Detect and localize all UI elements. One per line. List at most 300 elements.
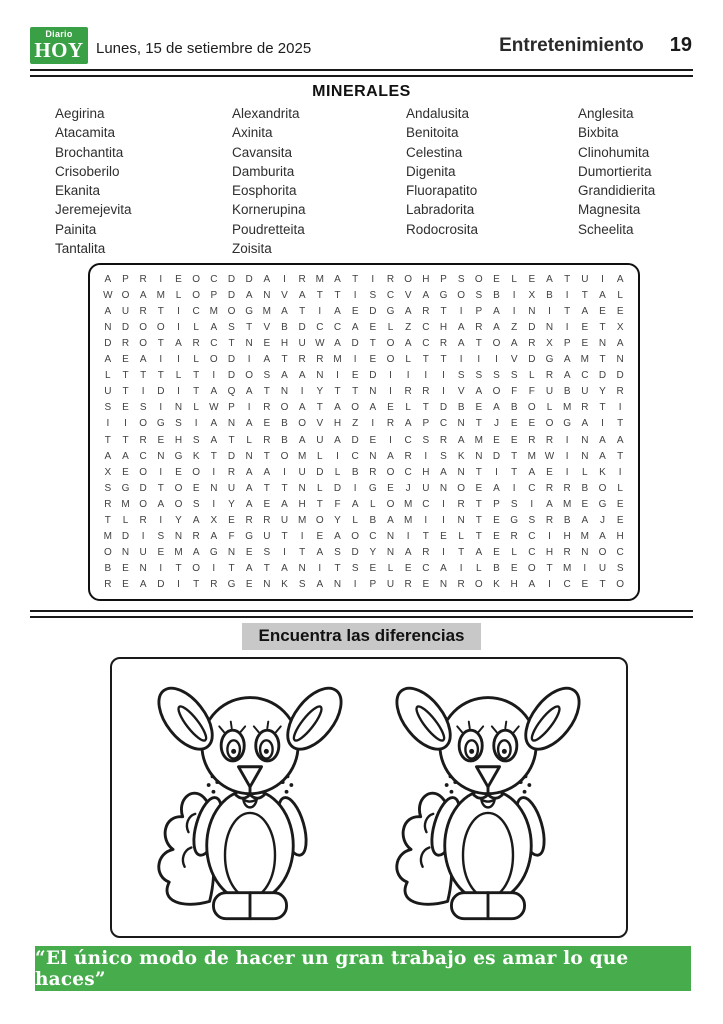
- grid-letter: R: [263, 434, 271, 446]
- grid-letter: E: [581, 498, 589, 510]
- grid-letter: I: [565, 289, 569, 301]
- grid-letter: A: [599, 450, 606, 462]
- grid-letter: A: [546, 498, 553, 510]
- quote-text: “El único modo de hacer un gran trabajo es amar lo que haces”: [35, 947, 629, 990]
- grid-letter: R: [139, 434, 147, 446]
- grid-letter: L: [511, 273, 517, 285]
- grid-letter: T: [369, 337, 376, 349]
- grid-letter: A: [528, 579, 536, 591]
- grid-letter: R: [298, 273, 306, 285]
- grid-letter: R: [139, 515, 147, 527]
- grid-letter: M: [527, 450, 536, 462]
- mineral-word-list: [55, 104, 655, 258]
- grid-letter: I: [389, 386, 392, 398]
- grid-letter: O: [474, 273, 483, 285]
- grid-letter: R: [139, 305, 147, 317]
- grid-letter: E: [404, 563, 412, 575]
- grid-letter: G: [386, 305, 395, 317]
- grid-letter: N: [333, 579, 342, 591]
- grid-letter: E: [493, 434, 500, 446]
- mineral-word: Grandidierita: [578, 183, 656, 199]
- grid-letter: P: [493, 498, 500, 510]
- grid-letter: T: [422, 402, 429, 414]
- logo-hoy-label: HOY: [34, 38, 84, 62]
- grid-letter: A: [422, 289, 430, 301]
- grid-letter: M: [580, 531, 589, 543]
- grid-letter: N: [263, 579, 271, 591]
- grid-letter: I: [283, 547, 286, 559]
- grid-letter: C: [528, 482, 536, 494]
- grid-letter: U: [581, 273, 589, 285]
- grid-letter: E: [528, 418, 536, 430]
- grid-letter: H: [616, 531, 624, 543]
- grid-letter: D: [157, 386, 165, 398]
- grid-letter: L: [529, 370, 535, 382]
- grid-letter: I: [159, 466, 163, 478]
- grid-letter: A: [616, 273, 624, 285]
- grid-letter: O: [139, 418, 148, 430]
- grid-letter: R: [545, 515, 554, 527]
- grid-letter: R: [581, 402, 589, 414]
- grid-letter: I: [442, 498, 445, 510]
- mineral-word: Dumortierita: [578, 163, 652, 179]
- word-column: [406, 104, 578, 258]
- grid-letter: I: [583, 563, 587, 575]
- grid-letter: D: [351, 337, 359, 349]
- grid-letter: E: [528, 273, 536, 285]
- grid-letter: C: [333, 321, 342, 333]
- grid-letter: E: [245, 547, 253, 559]
- grid-letter: L: [617, 482, 623, 494]
- grid-letter: V: [457, 386, 465, 398]
- grid-letter: M: [121, 498, 130, 510]
- grid-letter: F: [511, 386, 518, 398]
- grid-letter: E: [122, 402, 129, 414]
- grid-letter: E: [493, 531, 500, 543]
- grid-letter: M: [297, 450, 307, 462]
- grid-letter: N: [386, 547, 395, 559]
- header-right: [499, 34, 692, 57]
- grid-letter: A: [210, 418, 218, 430]
- grid-letter: E: [493, 547, 500, 559]
- grid-letter: I: [159, 563, 163, 575]
- grid-letter: T: [334, 386, 341, 398]
- grid-letter: M: [403, 515, 413, 527]
- grid-letter: D: [298, 321, 306, 333]
- grid-letter: A: [104, 450, 112, 462]
- grid-letter: I: [442, 515, 445, 527]
- grid-letter: U: [263, 531, 271, 543]
- grid-letter: A: [493, 482, 500, 494]
- grid-letter: A: [563, 354, 571, 366]
- mineral-word: Tantalita: [55, 241, 106, 257]
- grid-letter: Y: [599, 386, 606, 398]
- grid-letter: T: [617, 450, 624, 462]
- grid-letter: I: [424, 515, 428, 527]
- grid-letter: P: [122, 273, 129, 285]
- grid-letter: M: [174, 547, 183, 559]
- grid-letter: A: [245, 418, 253, 430]
- grid-letter: A: [334, 305, 341, 317]
- grid-letter: E: [475, 402, 483, 414]
- grid-letter: R: [439, 337, 448, 349]
- grid-letter: P: [563, 337, 571, 349]
- grid-letter: I: [177, 305, 180, 317]
- grid-letter: R: [422, 305, 430, 317]
- grid-letter: I: [618, 466, 622, 478]
- grid-letter: R: [263, 402, 271, 414]
- grid-letter: T: [511, 450, 518, 462]
- grid-letter: G: [209, 547, 218, 559]
- grid-letter: R: [104, 579, 112, 591]
- grid-letter: M: [297, 515, 307, 527]
- grid-letter: I: [212, 370, 216, 382]
- grid-letter: O: [139, 337, 148, 349]
- grid-letter: L: [405, 402, 411, 414]
- grid-letter: I: [159, 273, 163, 285]
- grid-letter: C: [404, 434, 412, 446]
- grid-letter: I: [548, 531, 551, 543]
- grid-letter: T: [599, 354, 606, 366]
- grid-letter: A: [457, 434, 465, 446]
- grid-letter: B: [104, 563, 112, 575]
- grid-letter: X: [528, 289, 536, 301]
- puppy-illustration-left: [150, 670, 350, 926]
- grid-letter: R: [545, 434, 554, 446]
- grid-letter: L: [193, 321, 199, 333]
- grid-letter: I: [548, 579, 551, 591]
- grid-letter: T: [193, 579, 200, 591]
- grid-letter: I: [159, 515, 163, 527]
- grid-letter: O: [280, 402, 289, 414]
- grid-letter: N: [157, 450, 165, 462]
- grid-letter: I: [495, 466, 498, 478]
- grid-letter: M: [403, 498, 413, 510]
- grid-letter: N: [280, 386, 289, 398]
- grid-letter: S: [157, 531, 165, 543]
- grid-letter: I: [124, 418, 127, 430]
- grid-letter: P: [369, 579, 377, 591]
- grid-letter: S: [528, 515, 536, 527]
- grid-letter: U: [121, 305, 130, 317]
- grid-letter: N: [227, 418, 236, 430]
- grid-letter: O: [527, 402, 536, 414]
- grid-letter: P: [422, 418, 430, 430]
- grid-letter: E: [263, 498, 271, 510]
- grid-letter: I: [159, 402, 163, 414]
- grid-letter: H: [545, 547, 554, 559]
- grid-letter: I: [530, 498, 534, 510]
- grid-letter: L: [458, 531, 464, 543]
- grid-letter: H: [280, 337, 289, 349]
- grid-letter: N: [298, 563, 306, 575]
- grid-letter: A: [599, 289, 606, 301]
- header-rule-bottom: [30, 75, 693, 77]
- grid-letter: T: [263, 386, 270, 398]
- grid-letter: N: [581, 450, 589, 462]
- grid-letter: I: [565, 321, 569, 333]
- grid-letter: T: [122, 370, 129, 382]
- grid-letter: D: [369, 370, 377, 382]
- grid-letter: S: [457, 273, 465, 285]
- grid-letter: R: [227, 466, 236, 478]
- grid-letter: P: [475, 305, 483, 317]
- grid-letter: R: [457, 579, 465, 591]
- grid-letter: E: [351, 305, 359, 317]
- grid-letter: I: [318, 305, 322, 317]
- grid-letter: S: [616, 563, 624, 575]
- grid-letter: S: [369, 289, 377, 301]
- grid-letter: R: [422, 547, 430, 559]
- grid-letter: D: [616, 370, 624, 382]
- grid-letter: A: [192, 547, 200, 559]
- grid-letter: O: [174, 498, 183, 510]
- grid-letter: B: [510, 402, 518, 414]
- grid-letter: O: [527, 563, 536, 575]
- grid-letter: E: [616, 515, 624, 527]
- grid-letter: S: [440, 450, 447, 462]
- grid-letter: T: [299, 305, 306, 317]
- header-rule-top: [30, 69, 693, 71]
- grid-letter: N: [210, 482, 218, 494]
- grid-letter: B: [581, 482, 589, 494]
- grid-letter: D: [351, 434, 359, 446]
- grid-letter: T: [104, 434, 111, 446]
- grid-letter: T: [422, 531, 429, 543]
- grid-letter: D: [157, 579, 165, 591]
- grid-letter: O: [139, 498, 148, 510]
- mineral-word: Zoisita: [232, 241, 272, 257]
- grid-letter: L: [370, 498, 376, 510]
- grid-letter: O: [545, 418, 554, 430]
- grid-letter: L: [387, 563, 394, 575]
- grid-letter: O: [404, 273, 413, 285]
- grid-letter: C: [210, 273, 218, 285]
- grid-letter: T: [157, 337, 164, 349]
- grid-letter: X: [546, 337, 553, 349]
- grid-letter: I: [177, 579, 180, 591]
- grid-letter: A: [351, 321, 359, 333]
- grid-letter: N: [457, 466, 465, 478]
- grid-letter: O: [103, 547, 112, 559]
- grid-letter: U: [139, 547, 147, 559]
- grid-letter: T: [475, 337, 482, 349]
- mineral-word: Jeremejevita: [55, 202, 132, 218]
- grid-letter: E: [122, 579, 129, 591]
- grid-letter: C: [369, 531, 377, 543]
- grid-letter: G: [245, 305, 254, 317]
- grid-letter: T: [263, 482, 270, 494]
- grid-letter: O: [598, 547, 607, 559]
- grid-letter: A: [210, 531, 218, 543]
- grid-letter: L: [193, 354, 199, 366]
- grid-letter: E: [546, 466, 553, 478]
- word-column: [55, 104, 232, 258]
- grid-letter: A: [263, 466, 271, 478]
- grid-letter: E: [245, 579, 253, 591]
- grid-letter: A: [457, 321, 465, 333]
- grid-letter: R: [404, 450, 412, 462]
- grid-letter: D: [121, 321, 130, 333]
- grid-letter: N: [545, 321, 554, 333]
- grid-letter: T: [599, 321, 606, 333]
- grid-letter: N: [598, 337, 607, 349]
- grid-letter: I: [141, 386, 145, 398]
- grid-letter: I: [442, 386, 445, 398]
- grid-letter: J: [493, 418, 499, 430]
- grid-letter: E: [387, 482, 394, 494]
- grid-letter: W: [544, 450, 555, 462]
- grid-letter: D: [227, 273, 236, 285]
- grid-letter: A: [475, 547, 483, 559]
- grid-letter: R: [475, 321, 483, 333]
- grid-letter: T: [263, 450, 270, 462]
- grid-letter: C: [422, 563, 430, 575]
- grid-letter: I: [212, 498, 216, 510]
- grid-letter: R: [545, 482, 554, 494]
- grid-letter: I: [247, 354, 251, 366]
- grid-letter: E: [616, 498, 624, 510]
- grid-letter: H: [422, 273, 430, 285]
- grid-letter: E: [510, 434, 518, 446]
- grid-letter: I: [459, 305, 463, 317]
- grid-letter: G: [227, 579, 236, 591]
- grid-letter: I: [406, 370, 410, 382]
- grid-letter: T: [599, 402, 606, 414]
- grid-letter: D: [316, 466, 324, 478]
- grid-letter: A: [546, 273, 553, 285]
- grid-letter: S: [192, 498, 200, 510]
- grid-letter: T: [246, 321, 253, 333]
- grid-letter: O: [227, 305, 236, 317]
- grid-letter: E: [122, 563, 129, 575]
- grid-letter: S: [475, 289, 483, 301]
- grid-letter: I: [512, 305, 516, 317]
- grid-letter: A: [404, 305, 412, 317]
- section-rule-bottom: [30, 616, 693, 618]
- grid-letter: L: [122, 515, 129, 527]
- grid-letter: T: [281, 482, 288, 494]
- mineral-word: Painita: [55, 221, 97, 237]
- grid-letter: A: [404, 337, 412, 349]
- grid-letter: T: [193, 370, 200, 382]
- mineral-word: Anglesita: [578, 106, 634, 121]
- grid-letter: A: [581, 418, 589, 430]
- mineral-word: Rodocrosita: [406, 221, 479, 237]
- grid-letter: H: [510, 579, 518, 591]
- grid-letter: C: [422, 321, 430, 333]
- grid-letter: Y: [228, 498, 235, 510]
- grid-letter: C: [528, 547, 536, 559]
- grid-letter: E: [369, 321, 377, 333]
- grid-letter: I: [548, 305, 551, 317]
- mineral-word: Bixbita: [578, 125, 619, 141]
- grid-letter: M: [580, 354, 589, 366]
- grid-letter: A: [281, 563, 288, 575]
- grid-letter: A: [369, 402, 377, 414]
- mineral-word: Cavansita: [232, 144, 293, 160]
- grid-letter: N: [369, 450, 377, 462]
- grid-letter: T: [511, 466, 518, 478]
- grid-letter: N: [298, 482, 306, 494]
- grid-letter: I: [618, 402, 622, 414]
- grid-letter: E: [175, 273, 182, 285]
- grid-letter: E: [122, 466, 129, 478]
- issue-date: Lunes, 15 de setiembre de 2025: [96, 40, 312, 57]
- grid-letter: L: [246, 434, 252, 446]
- grid-letter: A: [563, 370, 571, 382]
- grid-letter: G: [439, 289, 448, 301]
- grid-letter: R: [422, 386, 430, 398]
- grid-letter: S: [228, 321, 235, 333]
- grid-letter: R: [386, 418, 395, 430]
- grid-letter: T: [140, 370, 147, 382]
- grid-letter: A: [139, 289, 147, 301]
- grid-letter: H: [422, 466, 430, 478]
- grid-letter: S: [104, 402, 112, 414]
- grid-letter: I: [601, 273, 604, 285]
- grid-letter: B: [457, 402, 465, 414]
- grid-letter: T: [564, 305, 571, 317]
- grid-letter: A: [175, 337, 182, 349]
- grid-letter: M: [315, 273, 324, 285]
- quote-banner: [35, 946, 691, 991]
- grid-letter: L: [175, 289, 182, 301]
- grid-letter: A: [510, 337, 518, 349]
- grid-letter: L: [476, 563, 482, 575]
- grid-letter: A: [122, 450, 129, 462]
- grid-letter: T: [617, 418, 624, 430]
- grid-letter: U: [298, 337, 306, 349]
- grid-letter: A: [440, 563, 447, 575]
- grid-letter: R: [528, 434, 536, 446]
- grid-letter: O: [457, 289, 466, 301]
- grid-letter: A: [334, 434, 341, 446]
- grid-letter: I: [389, 370, 392, 382]
- grid-letter: O: [616, 579, 625, 591]
- grid-letter: N: [139, 563, 147, 575]
- grid-letter: U: [104, 386, 112, 398]
- mineral-word: Magnesita: [578, 202, 641, 218]
- grid-letter: E: [351, 370, 359, 382]
- grid-letter: F: [228, 531, 235, 543]
- grid-letter: W: [103, 289, 113, 301]
- grid-letter: R: [263, 515, 271, 527]
- grid-letter: K: [192, 450, 200, 462]
- grid-letter: B: [563, 386, 571, 398]
- mineral-word: Ekanita: [55, 183, 101, 199]
- grid-letter: A: [210, 434, 218, 446]
- grid-letter: C: [563, 579, 571, 591]
- grid-letter: C: [616, 547, 624, 559]
- grid-letter: D: [528, 321, 536, 333]
- grid-letter: N: [581, 434, 589, 446]
- grid-letter: R: [545, 370, 554, 382]
- grid-letter: A: [493, 321, 500, 333]
- grid-letter: P: [210, 289, 218, 301]
- grid-letter: P: [440, 273, 447, 285]
- grid-letter: E: [157, 547, 165, 559]
- grid-letter: C: [439, 418, 448, 430]
- grid-letter: A: [616, 434, 624, 446]
- grid-letter: N: [616, 354, 624, 366]
- grid-letter: Q: [227, 386, 236, 398]
- grid-letter: I: [300, 386, 304, 398]
- diario-hoy-logo: [30, 27, 88, 64]
- grid-letter: B: [351, 466, 359, 478]
- grid-letter: I: [283, 466, 286, 478]
- grid-letter: I: [371, 273, 375, 285]
